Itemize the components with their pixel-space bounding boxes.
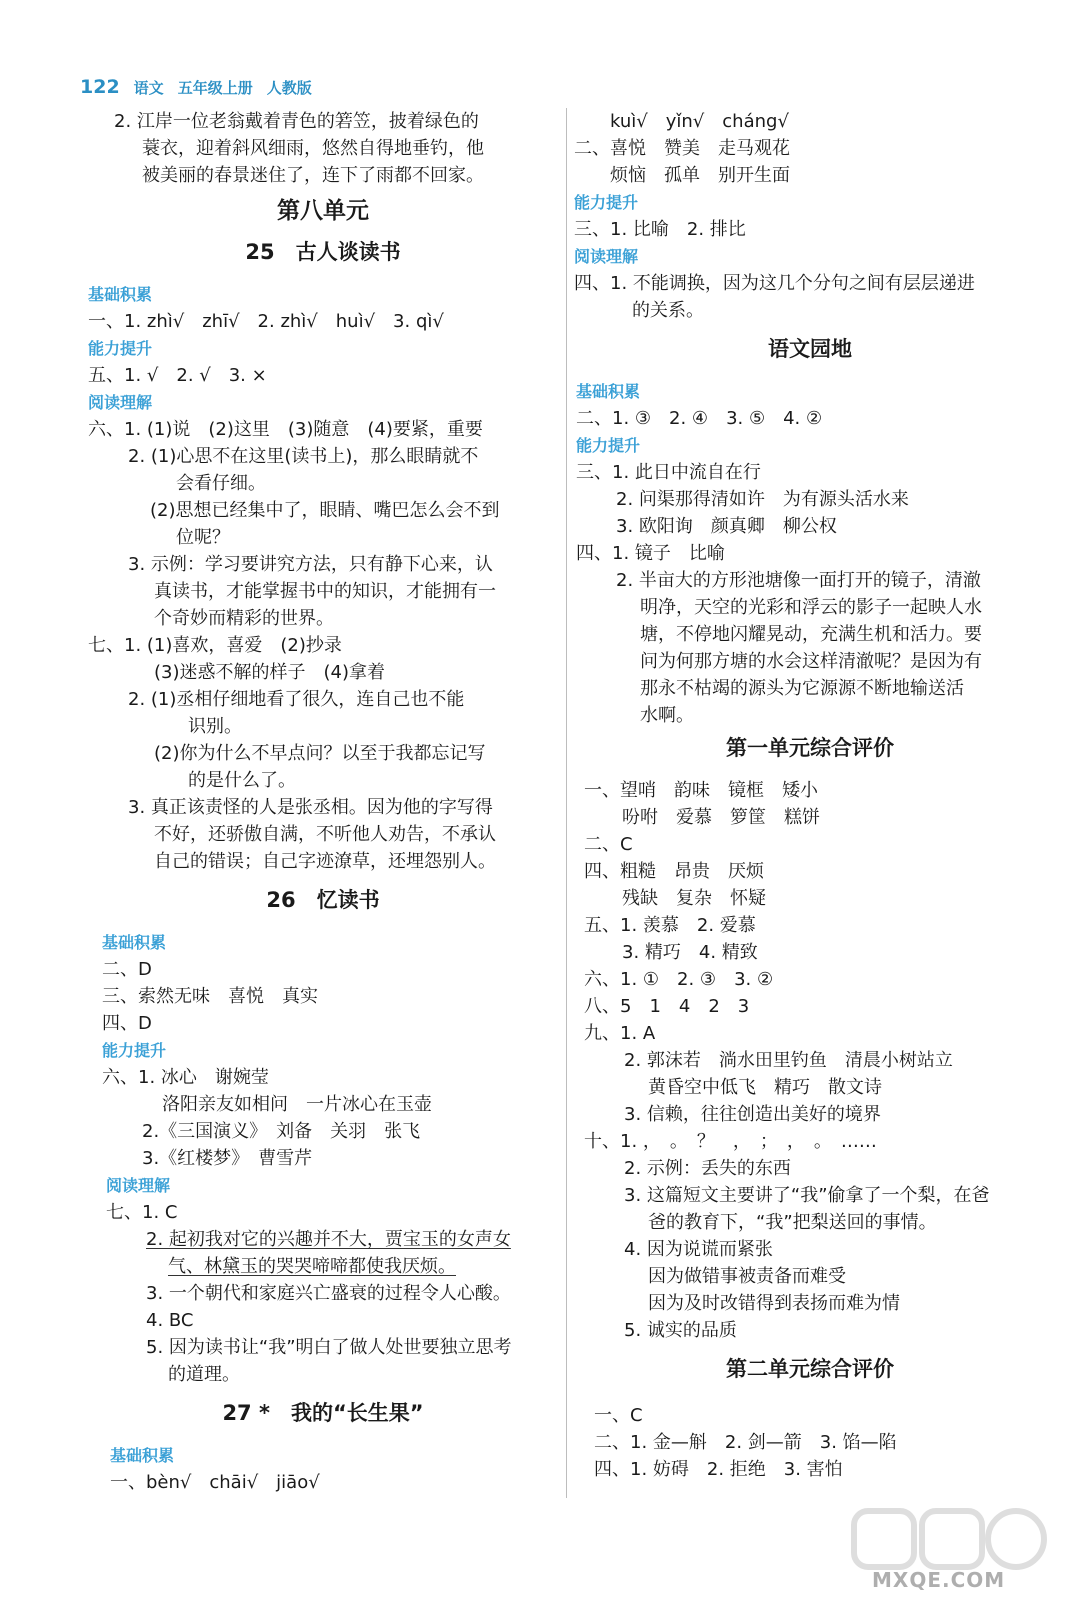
answer-line: 三、1. 此日中流自在行: [576, 462, 761, 483]
answer-line: 自己的错误；自己字迹潦草，还埋怨别人。: [154, 851, 496, 872]
page-number: 122: [80, 76, 120, 98]
answer-line: 七、1. (1)喜欢，喜爱 (2)抄录: [88, 635, 342, 656]
answer-line: 真读书，才能掌握书中的知识，才能拥有一: [154, 581, 496, 602]
spacer: [574, 767, 1046, 777]
section-label: 基础积累: [576, 382, 641, 401]
answer-line: 四、D: [102, 1013, 152, 1034]
answer-line: 5. 诚实的品质: [624, 1320, 737, 1341]
answer-line: 因为及时改错得到表扬而难为情: [648, 1293, 900, 1314]
answer-line: 一、1. zhì√ zhī√ 2. zhì√ huì√ 3. qì√: [88, 311, 444, 332]
header-subject: 语文: [133, 79, 164, 97]
answer-line: 二、喜悦 赞美 走马观花: [574, 138, 790, 159]
answer-line: 因为做错事被责备而难受: [648, 1266, 846, 1287]
lesson-title: 25 古人谈读书: [245, 240, 401, 264]
section-label: 基础积累: [102, 933, 167, 952]
answer-line: 八、5 1 4 2 3: [584, 996, 750, 1017]
answer-line: 爸的教育下，“我”把梨送回的事情。: [648, 1212, 937, 1233]
lesson-title: 语文园地: [768, 337, 852, 361]
watermark-text: MXQE.COM: [872, 1568, 1006, 1592]
answer-line: 2. 半亩大的方形池塘像一面打开的镜子，清澈: [616, 570, 981, 591]
answer-line: 一、bèn√ chāi√ jiāo√: [110, 1472, 320, 1493]
lesson-title: 26 忆读书: [266, 888, 380, 912]
answer-line: 2. 起初我对它的兴趣并不大，贾宝玉的女声女: [146, 1229, 511, 1250]
answer-line: 二、1. 金—斛 2. 剑—箭 3. 馅—陷: [594, 1432, 897, 1453]
section-label: 阅读理解: [88, 393, 153, 412]
answer-line: 七、1. C: [106, 1202, 178, 1223]
answer-line: 个奇妙而精彩的世界。: [154, 608, 334, 629]
answer-line: 水啊。: [640, 705, 694, 726]
answer-line: 六、1. ① 2. ③ 3. ②: [584, 969, 774, 990]
answer-line: 二、C: [584, 834, 633, 855]
answer-line: 洛阳亲友如相问 一片冰心在玉壶: [162, 1094, 432, 1115]
answer-line: 那永不枯竭的源头为它源源不断地输送活: [640, 678, 964, 699]
header-grade: 五年级上册: [177, 79, 253, 97]
answer-line: 2. 郭沫若 淌水田里钓鱼 清晨小树站立: [624, 1050, 953, 1071]
answer-line: 一、望哨 韵味 镜框 矮小: [584, 780, 818, 801]
answer-line: 被美丽的春景迷住了，连下了雨都不回家。: [142, 165, 484, 186]
answer-line: 3. 一个朝代和家庭兴亡盛衰的过程令人心酸。: [146, 1283, 511, 1304]
answer-line: 不好，还骄傲自满，不听他人劝告，不承认: [154, 824, 496, 845]
answer-line: 2.《三国演义》 刘备 关羽 张飞: [142, 1121, 421, 1142]
answer-line: 蓑衣，迎着斜风细雨，悠然自得地垂钓，他: [142, 138, 484, 159]
answer-line: 吩咐 爱慕 箩筐 糕饼: [622, 807, 820, 828]
answer-line: 5. 因为读书让“我”明白了做人处世要独立思考: [146, 1337, 512, 1358]
answer-line: (2)思想已经集中了，眼睛、嘴巴怎么会不到: [150, 500, 500, 521]
answer-line: 九、1. A: [584, 1023, 656, 1044]
answer-line: 2. (1)心思不在这里(读书上)，那么眼睛就不: [128, 446, 479, 467]
section-label: 阅读理解: [574, 247, 639, 266]
right-column: [574, 108, 1046, 1483]
section-label: 能力提升: [576, 436, 641, 455]
lesson-title: 第一单元综合评价: [726, 736, 894, 760]
answer-line: 4. BC: [146, 1310, 194, 1331]
answer-line: 烦恼 孤单 别开生面: [610, 165, 790, 186]
section-label: 阅读理解: [106, 1176, 171, 1195]
section-label: 能力提升: [574, 193, 639, 212]
answer-line: (3)迷惑不解的样子 (4)拿着: [154, 662, 385, 683]
answer-line: 气、林黛玉的哭哭啼啼都使我厌烦。: [168, 1256, 456, 1277]
answer-line: 六、1. (1)说 (2)这里 (3)随意 (4)要紧，重要: [88, 419, 483, 440]
answer-line: 2. 江岸一位老翁戴着青色的箬笠，披着绿色的: [114, 111, 479, 132]
answer-line: 4. 因为说谎而紧张: [624, 1239, 773, 1260]
answer-line: 会看仔细。: [176, 473, 266, 494]
answer-line: 三、索然无味 喜悦 真实: [102, 986, 318, 1007]
answer-line: 3. 真正该责怪的人是张丞相。因为他的字写得: [128, 797, 493, 818]
answer-line: 残缺 复杂 怀疑: [622, 888, 766, 909]
section-label: 能力提升: [88, 339, 153, 358]
answer-line: 一、C: [594, 1405, 643, 1426]
answer-line: 六、1. 冰心 谢婉莹: [102, 1067, 269, 1088]
answer-line: 2. 问渠那得清如许 为有源头活水来: [616, 489, 909, 510]
column-divider: [566, 108, 567, 1498]
answer-line: 五、1. √ 2. √ 3. ×: [88, 365, 267, 386]
left-column: [88, 108, 558, 1496]
answer-line: 的关系。: [632, 300, 704, 321]
answer-line: 明净，天空的光彩和浮云的影子一起映人水: [640, 597, 982, 618]
answer-line: 3. 欧阳询 颜真卿 柳公权: [616, 516, 837, 537]
answer-line: 问为何那方塘的水会这样清澈呢？是因为有: [640, 651, 982, 672]
answer-line: kuì√ yǐn√ cháng√: [610, 111, 789, 132]
answer-line: 识别。: [188, 716, 242, 737]
answer-line: 塘，不停地闪耀晃动，充满生机和活力。要: [640, 624, 982, 645]
header-edition: 人教版: [266, 79, 312, 97]
answer-line: 3. 示例：学习要讲究方法，只有静下心来，认: [128, 554, 493, 575]
answer-line: 3. 这篇短文主要讲了“我”偷拿了一个梨，在爸: [624, 1185, 990, 1206]
answer-line: 2. 示例：丢失的东西: [624, 1158, 791, 1179]
answer-line: 十、1. ， 。 ？ ， ； ， 。 ……: [584, 1131, 877, 1152]
answer-line: 黄昏空中低飞 精巧 散文诗: [648, 1077, 882, 1098]
answer-line: 3. 信赖，往往创造出美好的境界: [624, 1104, 881, 1125]
answer-line: (2)你为什么不早点问？以至于我都忘记写: [154, 743, 486, 764]
answer-line: 位呢？: [176, 527, 230, 548]
answer-line: 二、D: [102, 959, 152, 980]
answer-line: 四、1. 不能调换，因为这几个分句之间有层层递进: [574, 273, 975, 294]
answer-line: 五、1. 羡慕 2. 爱慕: [584, 915, 756, 936]
lesson-title: 第八单元: [277, 198, 369, 224]
answer-line: 2. (1)丞相仔细地看了很久，连自己也不能: [128, 689, 465, 710]
answer-line: 三、1. 比喻 2. 排比: [574, 219, 746, 240]
section-label: 基础积累: [110, 1446, 175, 1465]
answer-line: 二、1. ③ 2. ④ 3. ⑤ 4. ②: [576, 408, 823, 429]
spacer: [574, 1388, 1046, 1402]
answer-line: 的道理。: [168, 1364, 240, 1385]
spacer: [88, 919, 558, 929]
spacer: [88, 1432, 558, 1442]
page-header: [80, 76, 312, 102]
lesson-title: 27 * 我的“长生果”: [222, 1401, 424, 1425]
answer-line: 四、粗糙 昂贵 厌烦: [584, 861, 764, 882]
spacer: [88, 271, 558, 281]
section-label: 基础积累: [88, 285, 153, 304]
answer-line: 四、1. 妨碍 2. 拒绝 3. 害怕: [594, 1459, 843, 1480]
spacer: [574, 368, 1046, 378]
lesson-title: 第二单元综合评价: [726, 1357, 894, 1381]
answer-line: 3. 精巧 4. 精致: [622, 942, 758, 963]
section-label: 能力提升: [102, 1041, 167, 1060]
answer-line: 3.《红楼梦》 曹雪芹: [142, 1148, 313, 1169]
answer-line: 四、1. 镜子 比喻: [576, 543, 725, 564]
answer-line: 的是什么了。: [188, 770, 296, 791]
